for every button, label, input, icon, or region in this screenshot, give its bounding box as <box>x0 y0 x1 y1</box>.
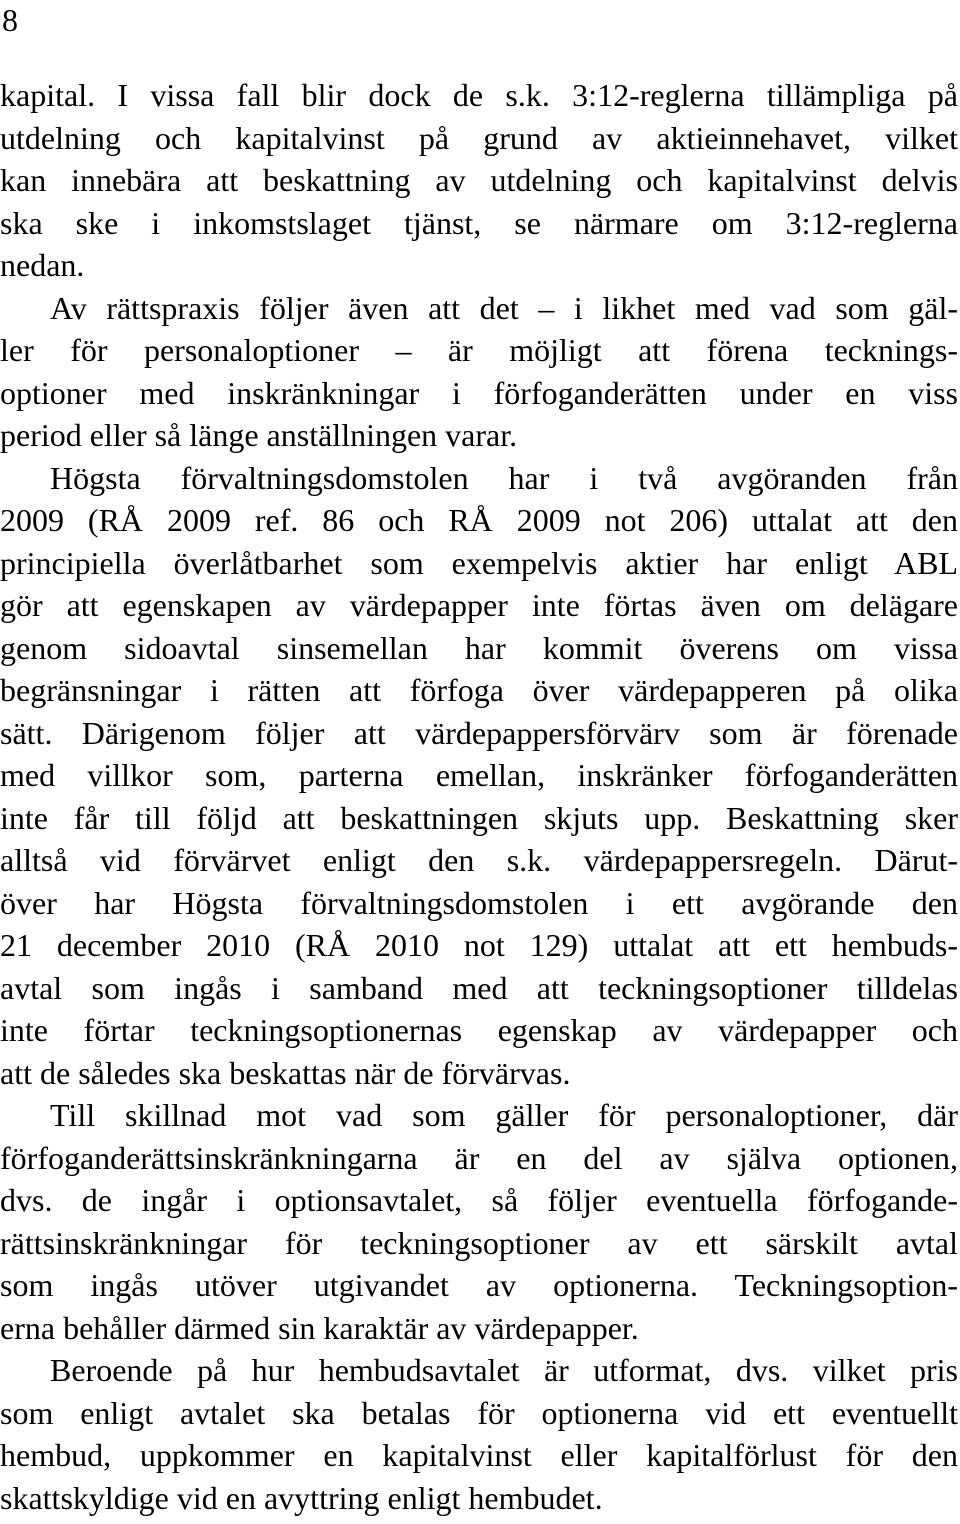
text-line: över har Högsta förvaltningsdomstolen i ett avgörande den <box>0 885 958 921</box>
text-line: som enligt avtalet ska betalas för optionerna vid ett eventuellt <box>0 1395 958 1431</box>
text-line: utdelning och kapitalvinst på grund av aktieinnehavet, vilket <box>0 120 958 156</box>
text-line: erna behåller därmed sin karaktär av värdepapper. <box>0 1310 639 1346</box>
text-line: genom sidoavtal sinsemellan har kommit överens om vissa <box>0 630 958 666</box>
text-line: 2009 (RÅ 2009 ref. 86 och RÅ 2009 not 206) uttalat att den <box>0 502 958 538</box>
text-line: ska ske i inkomstslaget tjänst, se närmare om 3:12-reglerna <box>0 205 958 241</box>
text-line: Högsta förvaltningsdomstolen har i två avgöranden från <box>50 460 958 496</box>
text-line: nedan. <box>0 247 85 283</box>
text-line: ler för personaloptioner – är möjligt att förena tecknings- <box>0 332 958 368</box>
text-line: förfoganderättsinskränkningarna är en del av själva optionen, <box>0 1140 958 1176</box>
text-line: att de således ska beskattas när de förvärvas. <box>0 1055 571 1091</box>
text-line: period eller så länge anställningen varar. <box>0 417 518 453</box>
text-line: hembud, uppkommer en kapitalvinst eller kapitalförlust för den <box>0 1437 958 1473</box>
text-line: sätt. Därigenom följer att värdepappersförvärv som är förenade <box>0 715 958 751</box>
text-line: gör att egenskapen av värdepapper inte förtas även om delägare <box>0 587 958 623</box>
text-line: alltså vid förvärvet enligt den s.k. värdepappersregeln. Därut- <box>0 842 958 878</box>
text-line: inte får till följd att beskattningen skjuts upp. Beskattning sker <box>0 800 958 836</box>
text-line: som ingås utöver utgivandet av optionerna. Teckningsoption- <box>0 1267 958 1303</box>
text-line: inte förtar teckningsoptionernas egenskap av värdepapper och <box>0 1012 958 1048</box>
text-line: Beroende på hur hembudsavtalet är utformat, dvs. vilket pris <box>50 1352 958 1388</box>
text-line: optioner med inskränkningar i förfoganderätten under en viss <box>0 375 958 411</box>
page-number: 8 <box>2 2 18 38</box>
text-line: 21 december 2010 (RÅ 2010 not 129) uttalat att ett hembuds- <box>0 927 958 963</box>
text-line: kapital. I vissa fall blir dock de s.k. 3:12-reglerna tillämpliga på <box>0 77 958 113</box>
text-line: Till skillnad mot vad som gäller för personaloptioner, där <box>50 1097 958 1133</box>
text-line: skattskyldige vid en avyttring enligt hembudet. <box>0 1480 603 1516</box>
text-line: Av rättspraxis följer även att det – i likhet med vad som gäl- <box>50 290 958 326</box>
text-line: rättsinskränkningar för teckningsoptioner av ett särskilt avtal <box>0 1225 958 1261</box>
text-line: kan innebära att beskattning av utdelning och kapitalvinst delvis <box>0 162 958 198</box>
text-line: begränsningar i rätten att förfoga över värdepapperen på olika <box>0 672 958 708</box>
text-line: principiella överlåtbarhet som exempelvis aktier har enligt ABL <box>0 545 958 581</box>
text-line: avtal som ingås i samband med att teckningsoptioner tilldelas <box>0 970 958 1006</box>
text-line: med villkor som, parterna emellan, inskränker förfoganderätten <box>0 757 958 793</box>
text-line: dvs. de ingår i optionsavtalet, så följer eventuella förfogande- <box>0 1182 958 1218</box>
